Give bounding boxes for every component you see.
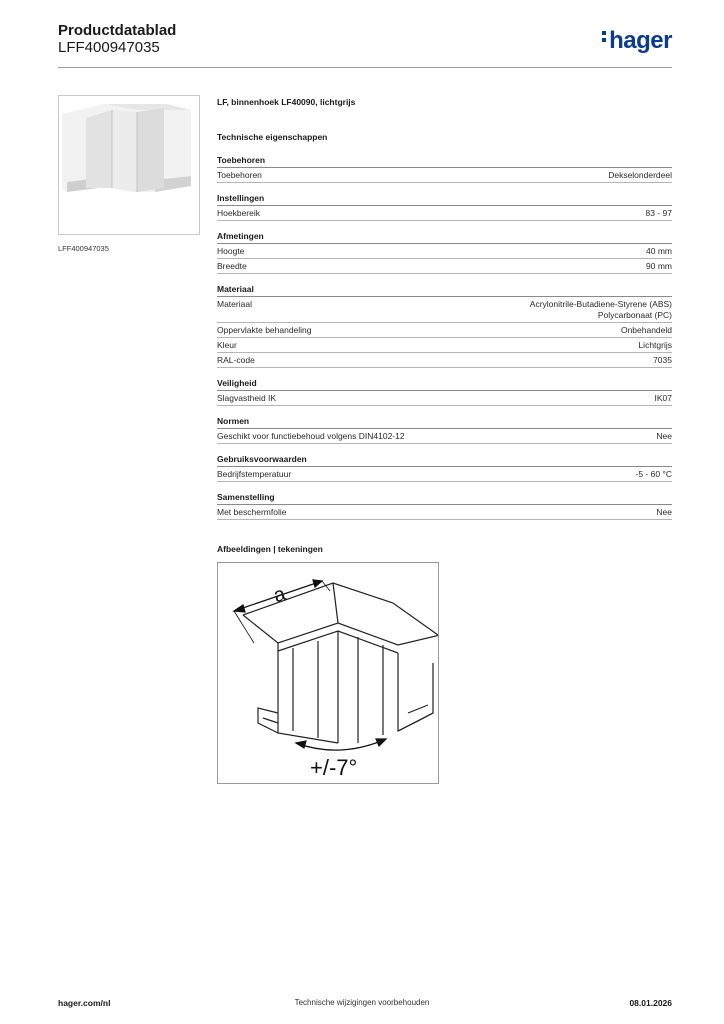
spec-group-title: Toebehoren	[217, 155, 672, 168]
spec-group-title: Gebruiksvoorwaarden	[217, 454, 672, 467]
spec-group	[217, 416, 672, 444]
spec-group-title: Materiaal	[217, 284, 672, 297]
spec-group-title: Veiligheid	[217, 378, 672, 391]
spec-label: Kleur	[217, 340, 237, 350]
footer-disclaimer: Technische wijzigingen voorbehouden	[294, 998, 430, 1007]
spec-row	[217, 429, 672, 444]
dimension-label: a	[270, 582, 289, 608]
product-code: LFF400947035	[58, 39, 160, 56]
product-name: LF, binnenhoek LF40090, lichtgrijs	[217, 97, 356, 107]
spec-group	[217, 378, 672, 406]
spec-group-title: Normen	[217, 416, 672, 429]
spec-row	[217, 244, 672, 259]
spec-value: -5 - 60 °C	[635, 469, 672, 479]
spec-content	[217, 97, 672, 530]
section-heading: Technische eigenschappen	[217, 132, 328, 142]
spec-group	[217, 454, 672, 482]
page-header	[58, 22, 672, 68]
spec-group-title: Samenstelling	[217, 492, 672, 505]
spec-row	[217, 391, 672, 406]
spec-row	[217, 505, 672, 520]
spec-group	[217, 155, 672, 183]
spec-group	[217, 193, 672, 221]
spec-value: 40 mm	[646, 246, 672, 256]
drawings-heading: Afbeeldingen | tekeningen	[217, 544, 323, 554]
spec-label: Toebehoren	[217, 170, 262, 180]
spec-group-title: Afmetingen	[217, 231, 672, 244]
spec-row	[217, 206, 672, 221]
spec-label: RAL-code	[217, 355, 255, 365]
spec-row	[217, 323, 672, 338]
document-title: Productdatablad	[58, 22, 177, 39]
spec-value: Onbehandeld	[620, 325, 672, 335]
spec-value: IK07	[654, 393, 672, 403]
spec-row	[217, 259, 672, 274]
inner-corner-drawing-icon	[218, 563, 438, 783]
spec-label: Slagvastheid IK	[217, 393, 277, 403]
product-photo-icon	[59, 96, 199, 234]
spec-value: Nee	[656, 431, 672, 441]
spec-row	[217, 338, 672, 353]
spec-group	[217, 284, 672, 368]
spec-group	[217, 492, 672, 520]
logo-dots-icon	[602, 31, 607, 45]
spec-label: Materiaal	[217, 299, 252, 309]
spec-group	[217, 231, 672, 274]
spec-label: Breedte	[217, 261, 247, 271]
spec-value: Lichtgrijs	[638, 340, 672, 350]
spec-value: Dekselonderdeel	[608, 170, 672, 180]
spec-value: 90 mm	[646, 261, 672, 271]
spec-label: Hoekbereik	[217, 208, 260, 218]
spec-value: 7035	[653, 355, 672, 365]
spec-row	[217, 297, 672, 323]
spec-row	[217, 353, 672, 368]
spec-label: Oppervlakte behandeling	[217, 325, 312, 335]
footer-website-link[interactable]: hager.com/nl	[58, 998, 111, 1008]
product-thumbnail	[58, 95, 200, 235]
spec-label: Met beschermfolie	[217, 507, 287, 517]
thumbnail-caption: LFF400947035	[58, 244, 109, 253]
header-divider	[58, 67, 672, 68]
footer-date: 08.01.2026	[629, 998, 672, 1008]
angle-label: +/-7°	[310, 755, 358, 780]
spec-label: Hoogte	[217, 246, 245, 256]
spec-value: Acrylonitrile-Butadiene-Styrene (ABS) Polycarbonaat (PC)	[529, 299, 672, 320]
spec-row	[217, 467, 672, 482]
logo-text: hager	[609, 27, 672, 54]
spec-label: Geschikt voor functiebehoud volgens DIN4102-12	[217, 431, 405, 441]
spec-label: Bedrijfstemperatuur	[217, 469, 292, 479]
spec-group-title: Instellingen	[217, 193, 672, 206]
spec-groups	[217, 155, 672, 520]
spec-value: 83 - 97	[645, 208, 672, 218]
technical-drawing	[217, 562, 439, 784]
hager-logo	[602, 27, 672, 55]
spec-value: Nee	[656, 507, 672, 517]
spec-row	[217, 168, 672, 183]
